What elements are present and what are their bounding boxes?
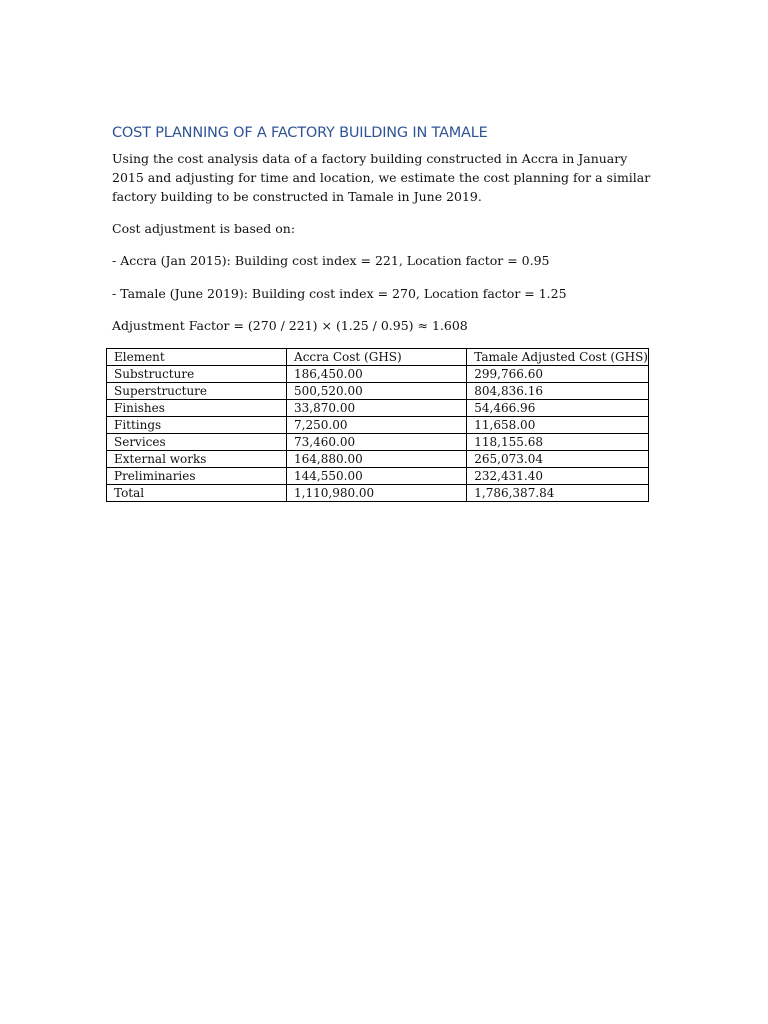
table-header-row (107, 349, 649, 366)
header-element: Element (107, 349, 287, 366)
table-row (107, 451, 649, 468)
accra-paragraph: - Accra (Jan 2015): Building cost index = 221, Location factor = 0.95 (112, 253, 550, 268)
tamale-cost-cell: 54,466.96 (467, 400, 649, 417)
element-cell: Substructure (107, 366, 287, 383)
table-total-row (107, 485, 649, 502)
cost-table (106, 348, 649, 502)
tamale-cost-cell: 11,658.00 (467, 417, 649, 434)
accra-cost-cell: 144,550.00 (287, 468, 467, 485)
adjustment-factor-paragraph: Adjustment Factor = (270 / 221) × (1.25 / 0.95) ≈ 1.608 (112, 318, 468, 333)
table-row (107, 417, 649, 434)
accra-cost-cell: 500,520.00 (287, 383, 467, 400)
table-row (107, 434, 649, 451)
accra-cost-cell: 186,450.00 (287, 366, 467, 383)
header-accra-cost: Accra Cost (GHS) (287, 349, 467, 366)
tamale-cost-cell: 804,836.16 (467, 383, 649, 400)
tamale-cost-cell: 299,766.60 (467, 366, 649, 383)
accra-cost-cell: 164,880.00 (287, 451, 467, 468)
table-row (107, 468, 649, 485)
accra-cost-cell: 7,250.00 (287, 417, 467, 434)
element-cell: Total (107, 485, 287, 502)
element-cell: Superstructure (107, 383, 287, 400)
element-cell: Fittings (107, 417, 287, 434)
header-tamale-cost: Tamale Adjusted Cost (GHS) (467, 349, 649, 366)
accra-cost-cell: 33,870.00 (287, 400, 467, 417)
table-row (107, 400, 649, 417)
table-row (107, 366, 649, 383)
element-cell: Preliminaries (107, 468, 287, 485)
accra-cost-cell: 73,460.00 (287, 434, 467, 451)
basis-paragraph: Cost adjustment is based on: (112, 221, 296, 236)
tamale-cost-cell: 265,073.04 (467, 451, 649, 468)
document-title: COST PLANNING OF A FACTORY BUILDING IN TAMALE (112, 125, 488, 141)
element-cell: Finishes (107, 400, 287, 417)
table-row (107, 383, 649, 400)
tamale-cost-cell: 118,155.68 (467, 434, 649, 451)
tamale-cost-cell: 1,786,387.84 (467, 485, 649, 502)
tamale-paragraph: - Tamale (June 2019): Building cost index = 270, Location factor = 1.25 (112, 286, 567, 301)
intro-paragraph: Using the cost analysis data of a factory building constructed in Accra in January 2015 and adjusting for time and location, we estimate the cost planning for a similar factory building to be constructed in Tamale in June 2019. (112, 151, 651, 204)
tamale-cost-cell: 232,431.40 (467, 468, 649, 485)
element-cell: Services (107, 434, 287, 451)
accra-cost-cell: 1,110,980.00 (287, 485, 467, 502)
element-cell: External works (107, 451, 287, 468)
